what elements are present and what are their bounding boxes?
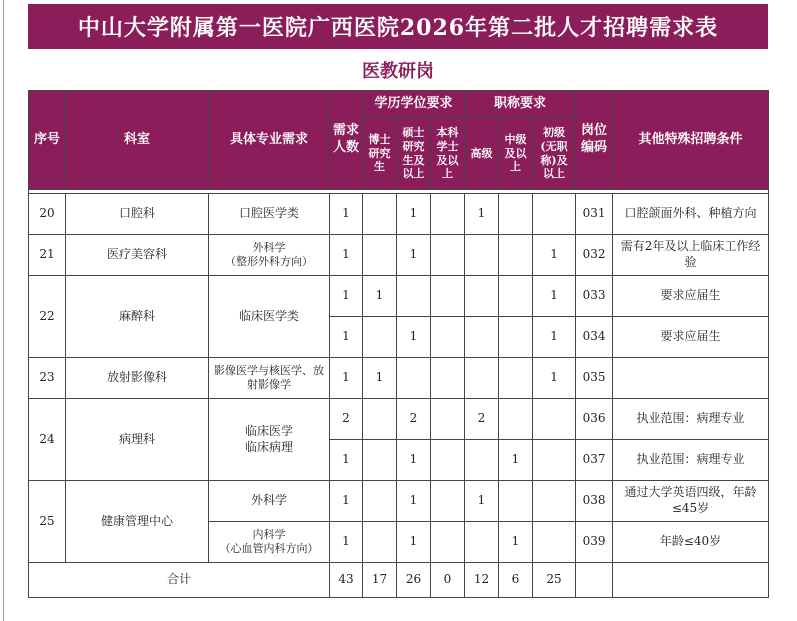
cell-junior	[533, 194, 576, 235]
cell-specialty: 外科学 （整形外科方向）	[209, 235, 330, 276]
cell-mid	[499, 358, 533, 399]
cell-specialty: 影像医学与核医学、放射影像学	[209, 358, 330, 399]
cell-phd: 1	[363, 358, 397, 399]
cell-seq: 23	[29, 358, 66, 399]
cell-phd	[363, 235, 397, 276]
cell-senior: 2	[465, 399, 499, 440]
total-phd: 17	[363, 563, 397, 598]
cell-seq: 22	[29, 276, 66, 358]
cell-specialty: 内科学 （心血管内科方向）	[209, 522, 330, 563]
cell-dept: 口腔科	[66, 194, 209, 235]
cell-other	[613, 358, 769, 399]
cell-junior	[533, 522, 576, 563]
cell-bachelor	[431, 276, 465, 317]
cell-count: 1	[330, 235, 363, 276]
recruitment-table	[28, 90, 769, 598]
header-title-group: 职称要求	[465, 91, 576, 118]
cell-other: 通过大学英语四级，年龄≤45岁	[613, 481, 769, 522]
cell-mid: 1	[499, 440, 533, 481]
cell-phd	[363, 317, 397, 358]
cell-master: 2	[397, 399, 431, 440]
cell-code: 035	[576, 358, 613, 399]
cell-bachelor	[431, 440, 465, 481]
cell-master: 1	[397, 481, 431, 522]
cell-specialty: 临床医学 临床病理	[209, 399, 330, 481]
cell-seq: 24	[29, 399, 66, 481]
header-edu-bachelor: 本科学士及以上	[431, 118, 465, 190]
cell-seq: 25	[29, 481, 66, 563]
section-subtitle: 医教研岗	[362, 61, 434, 82]
cell-master: 1	[397, 194, 431, 235]
cell-senior	[465, 276, 499, 317]
total-junior: 25	[533, 563, 576, 598]
cell-master	[397, 358, 431, 399]
cell-dept: 病理科	[66, 399, 209, 481]
header-count: 需求人数	[330, 91, 363, 190]
total-senior: 12	[465, 563, 499, 598]
cell-other: 执业范围：病理专业	[613, 440, 769, 481]
table-row	[29, 276, 769, 317]
cell-seq: 20	[29, 194, 66, 235]
cell-master: 1	[397, 440, 431, 481]
cell-junior: 1	[533, 235, 576, 276]
cell-code: 039	[576, 522, 613, 563]
cell-bachelor	[431, 481, 465, 522]
cell-mid	[499, 194, 533, 235]
header-title-mid: 中级及以上	[499, 118, 533, 190]
cell-code: 038	[576, 481, 613, 522]
total-bachelor: 0	[431, 563, 465, 598]
cell-specialty: 口腔医学类	[209, 194, 330, 235]
table-row	[29, 358, 769, 399]
cell-senior	[465, 522, 499, 563]
header-edu-phd: 博士研究生	[363, 118, 397, 190]
cell-phd	[363, 440, 397, 481]
cell-bachelor	[431, 194, 465, 235]
cell-code: 034	[576, 317, 613, 358]
cell-bachelor	[431, 317, 465, 358]
cell-senior	[465, 317, 499, 358]
cell-junior	[533, 481, 576, 522]
cell-bachelor	[431, 522, 465, 563]
cell-dept: 健康管理中心	[66, 481, 209, 563]
cell-specialty: 外科学	[209, 481, 330, 522]
cell-count: 1	[330, 522, 363, 563]
cell-senior	[465, 235, 499, 276]
cell-master	[397, 276, 431, 317]
cell-mid	[499, 317, 533, 358]
cell-phd	[363, 522, 397, 563]
cell-code: 033	[576, 276, 613, 317]
cell-junior: 1	[533, 358, 576, 399]
cell-dept: 医疗美容科	[66, 235, 209, 276]
table-row	[29, 481, 769, 522]
cell-mid	[499, 481, 533, 522]
cell-code: 032	[576, 235, 613, 276]
cell-code: 037	[576, 440, 613, 481]
cell-other: 执业范围：病理专业	[613, 399, 769, 440]
cell-other: 需有2年及以上临床工作经验	[613, 235, 769, 276]
cell-junior: 1	[533, 317, 576, 358]
cell-bachelor	[431, 358, 465, 399]
cell-specialty: 临床医学类	[209, 276, 330, 358]
cell-master: 1	[397, 522, 431, 563]
cell-phd	[363, 194, 397, 235]
cell-dept: 放射影像科	[66, 358, 209, 399]
cell-mid	[499, 276, 533, 317]
cell-count: 1	[330, 276, 363, 317]
cell-count: 1	[330, 358, 363, 399]
total-code	[576, 563, 613, 598]
cell-senior	[465, 440, 499, 481]
cell-phd	[363, 399, 397, 440]
header-edu-group: 学历学位要求	[363, 91, 465, 118]
cell-senior: 1	[465, 481, 499, 522]
total-other	[613, 563, 769, 598]
total-label: 合计	[29, 563, 330, 598]
cell-code: 031	[576, 194, 613, 235]
cell-count: 1	[330, 317, 363, 358]
cell-dept: 麻醉科	[66, 276, 209, 358]
document-title: 中山大学附属第一医院广西医院2026年第二批人才招聘需求表	[28, 4, 768, 49]
cell-other: 口腔颌面外科、种植方向	[613, 194, 769, 235]
cell-count: 1	[330, 440, 363, 481]
cell-seq: 21	[29, 235, 66, 276]
cell-other: 要求应届生	[613, 276, 769, 317]
cell-junior: 1	[533, 276, 576, 317]
header-title-senior: 高级	[465, 118, 499, 190]
table-row	[29, 194, 769, 235]
cell-phd	[363, 481, 397, 522]
header-other: 其他特殊招聘条件	[613, 91, 769, 190]
header-title-junior: 初级(无职称)及以上	[533, 118, 576, 190]
cell-other: 年龄≤40岁	[613, 522, 769, 563]
header-seq: 序号	[29, 91, 66, 190]
cell-count: 1	[330, 194, 363, 235]
table-row	[29, 399, 769, 440]
cell-junior	[533, 440, 576, 481]
cell-mid	[499, 399, 533, 440]
cell-master: 1	[397, 317, 431, 358]
cell-other: 要求应届生	[613, 317, 769, 358]
header-edu-master: 硕士研究生及以上	[397, 118, 431, 190]
cell-count: 2	[330, 399, 363, 440]
header-specialty: 具体专业需求	[209, 91, 330, 190]
cell-bachelor	[431, 235, 465, 276]
total-row	[29, 563, 769, 598]
cell-count: 1	[330, 481, 363, 522]
header-dept: 科室	[66, 91, 209, 190]
cell-phd: 1	[363, 276, 397, 317]
total-mid: 6	[499, 563, 533, 598]
cell-senior	[465, 358, 499, 399]
cell-master: 1	[397, 235, 431, 276]
cell-bachelor	[431, 399, 465, 440]
cell-junior	[533, 399, 576, 440]
header-post-code: 岗位编码	[576, 91, 613, 190]
page-edge-rule	[3, 0, 4, 621]
total-count: 43	[330, 563, 363, 598]
total-master: 26	[397, 563, 431, 598]
cell-mid	[499, 235, 533, 276]
table-row	[29, 235, 769, 276]
cell-code: 036	[576, 399, 613, 440]
cell-mid: 1	[499, 522, 533, 563]
cell-senior: 1	[465, 194, 499, 235]
